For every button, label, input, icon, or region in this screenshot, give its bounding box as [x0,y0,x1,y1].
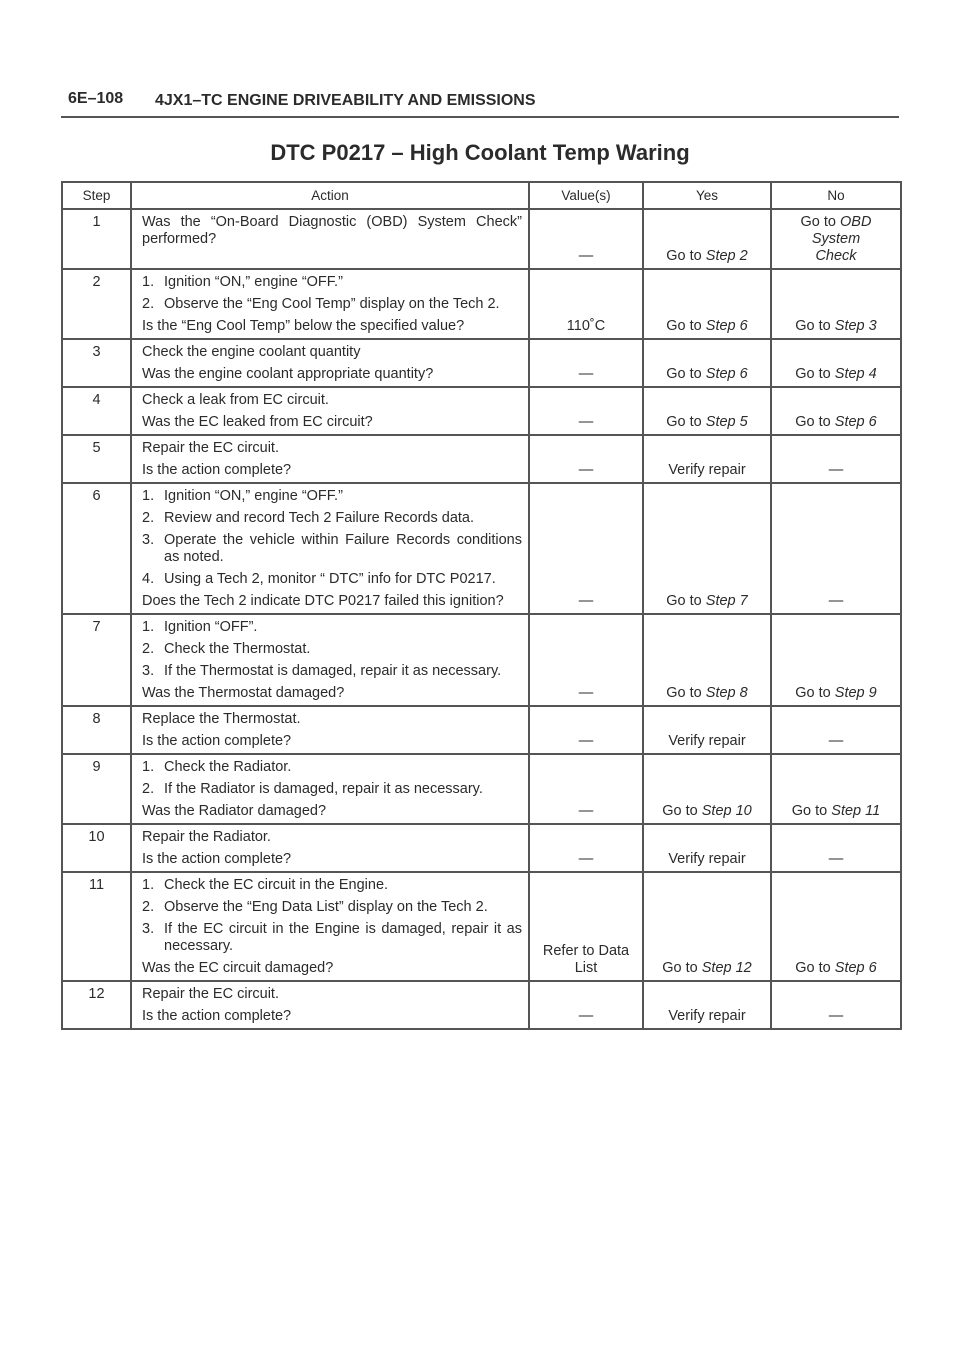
yes-cell [643,269,771,339]
action-cell [131,483,529,614]
action-cell [131,269,529,339]
action-cell [131,435,529,483]
action-list-item [142,510,522,527]
yes-cell [643,706,771,754]
action-question: Was the EC leaked from EC circuit? [142,414,373,430]
table-row [62,339,901,387]
no-cell [771,981,901,1029]
go-to-label: Go to [795,366,831,382]
yes-step-reference: Step 2 [705,248,748,264]
yes-step-reference: Step 10 [701,803,752,819]
step-number: 9 [62,754,131,824]
list-number: 1. [142,877,155,893]
list-number: 1. [142,274,155,290]
step-number: 8 [62,706,131,754]
value-cell: — [529,824,643,872]
column-header-no: No [771,182,901,209]
value-cell: — [529,387,643,435]
yes-cell [643,339,771,387]
action-question: Is the action complete? [142,851,292,867]
list-number: 3. [142,921,155,937]
table-row [62,981,901,1029]
column-header-values: Value(s) [529,182,643,209]
table-row [62,872,901,981]
list-number: 4. [142,571,155,587]
list-number: 2. [142,296,155,312]
go-to-label: Go to [666,318,702,334]
action-question: Was the Thermostat damaged? [142,685,345,701]
no-step-reference: Step 3 [834,318,877,334]
yes-text: Verify repair [668,1008,746,1024]
table-row [62,754,901,824]
table-row [62,209,901,269]
no-step-reference: OBD System Check [811,214,872,264]
yes-step-reference: Step 7 [705,593,748,609]
yes-step-reference: Step 6 [705,318,748,334]
yes-cell [643,981,771,1029]
action-question: Is the action complete? [142,733,292,749]
step-number: 3 [62,339,131,387]
no-cell [771,339,901,387]
yes-cell [643,209,771,269]
yes-cell [643,824,771,872]
list-text: Check the Radiator. [164,759,292,775]
go-to-label: Go to [666,366,702,382]
yes-text: Verify repair [668,733,746,749]
step-number: 10 [62,824,131,872]
action-list-item [142,619,522,636]
action-question: Repair the EC circuit. [142,986,279,1002]
go-to-label: Go to [666,414,702,430]
no-cell [771,706,901,754]
go-to-label: Go to [795,960,831,976]
list-number: 2. [142,510,155,526]
go-to-label: Go to [662,803,698,819]
list-text: Check the EC circuit in the Engine. [164,877,389,893]
go-to-label: Go to [800,214,836,230]
no-cell [771,387,901,435]
list-number: 2. [142,899,155,915]
action-question: Is the “Eng Cool Temp” below the specified value? [142,318,465,334]
no-text: — [828,733,844,749]
list-number: 1. [142,619,155,635]
no-text: — [828,851,844,867]
action-question: Repair the Radiator. [142,829,271,845]
yes-cell [643,614,771,706]
page-number: 6E–108 [68,90,124,107]
step-number: 12 [62,981,131,1029]
action-question: Check the engine coolant quantity [142,344,361,360]
list-text: If the EC circuit in the Engine is damaged, repair it as necessary. [164,921,522,954]
yes-step-reference: Step 8 [705,685,748,701]
action-cell [131,872,529,981]
table-row [62,614,901,706]
no-step-reference: Step 9 [834,685,877,701]
table-row [62,435,901,483]
no-text: — [828,1008,844,1024]
list-text: Using a Tech 2, monitor “ DTC” info for DTC P0217. [164,571,496,587]
step-number: 1 [62,209,131,269]
yes-cell [643,483,771,614]
action-list-item [142,759,522,776]
table-row [62,824,901,872]
yes-step-reference: Step 6 [705,366,748,382]
value-cell: — [529,209,643,269]
action-list-item [142,781,522,798]
action-question: Was the “On-Board Diagnostic (OBD) System Check” performed? [142,214,522,247]
no-text: — [828,462,844,478]
value-cell: — [529,614,643,706]
list-text: Check the Thermostat. [164,641,311,657]
list-number: 1. [142,488,155,504]
list-text: Operate the vehicle within Failure Records conditions as noted. [164,532,522,565]
value-cell: Refer to Data List [529,872,643,981]
list-number: 2. [142,641,155,657]
action-question: Was the engine coolant appropriate quantity? [142,366,434,382]
list-text: Ignition “ON,” engine “OFF.” [164,274,343,290]
action-question: Is the action complete? [142,462,292,478]
no-text: — [828,593,844,609]
column-header-step: Step [62,182,131,209]
go-to-label: Go to [791,803,828,819]
no-cell [771,435,901,483]
no-step-reference: Step 11 [831,803,881,819]
go-to-label: Go to [795,414,831,430]
no-cell [771,754,901,824]
list-text: If the Thermostat is damaged, repair it as necessary. [164,663,502,679]
step-number: 5 [62,435,131,483]
no-cell [771,824,901,872]
go-to-label: Go to [795,318,831,334]
yes-text: Verify repair [668,462,746,478]
value-cell: — [529,483,643,614]
action-cell [131,209,529,269]
table-row [62,387,901,435]
action-cell [131,339,529,387]
yes-cell [643,387,771,435]
list-number: 3. [142,663,155,679]
action-list-item [142,899,522,916]
yes-text: Verify repair [668,851,746,867]
action-question: Replace the Thermostat. [142,711,301,727]
action-list-item [142,663,522,680]
action-question: Check a leak from EC circuit. [142,392,329,408]
value-cell: — [529,981,643,1029]
action-list-item [142,296,522,313]
action-cell [131,387,529,435]
header-rule [61,116,899,118]
action-list-item [142,532,522,566]
table-row [62,706,901,754]
no-step-reference: Step 6 [834,414,877,430]
list-text: Observe the “Eng Cool Temp” display on the Tech 2. [164,296,500,312]
go-to-label: Go to [662,960,698,976]
go-to-label: Go to [666,593,702,609]
list-text: Observe the “Eng Data List” display on the Tech 2. [164,899,488,915]
list-number: 2. [142,781,155,797]
value-cell: — [529,706,643,754]
list-number: 1. [142,759,155,775]
go-to-label: Go to [666,248,702,264]
step-number: 4 [62,387,131,435]
action-question: Repair the EC circuit. [142,440,279,456]
action-list-item [142,877,522,894]
go-to-label: Go to [795,685,831,701]
no-cell [771,614,901,706]
action-list-item [142,641,522,658]
no-cell [771,269,901,339]
table-row [62,269,901,339]
value-cell: 110˚C [529,269,643,339]
diagnostic-table [61,181,902,1030]
action-question: Was the Radiator damaged? [142,803,327,819]
action-cell [131,614,529,706]
step-number: 11 [62,872,131,981]
table-row [62,483,901,614]
action-question: Was the EC circuit damaged? [142,960,334,976]
yes-cell [643,435,771,483]
step-number: 6 [62,483,131,614]
value-cell: — [529,435,643,483]
list-text: Ignition “ON,” engine “OFF.” [164,488,343,504]
step-number: 7 [62,614,131,706]
step-number: 2 [62,269,131,339]
column-header-action: Action [131,182,529,209]
section-title: 4JX1–TC ENGINE DRIVEABILITY AND EMISSIONS [155,92,536,109]
action-list-item [142,921,522,955]
yes-cell [643,872,771,981]
no-cell [771,209,901,269]
list-number: 3. [142,532,155,548]
no-cell [771,483,901,614]
action-list-item [142,571,522,588]
go-to-label: Go to [666,685,702,701]
action-cell [131,754,529,824]
table-header-row [62,182,901,209]
action-question: Does the Tech 2 indicate DTC P0217 failed this ignition? [142,593,504,609]
column-header-yes: Yes [643,182,771,209]
action-cell [131,706,529,754]
action-question: Is the action complete? [142,1008,292,1024]
no-step-reference: Step 4 [834,366,877,382]
no-cell [771,872,901,981]
no-step-reference: Step 6 [834,960,877,976]
list-text: Ignition “OFF”. [164,619,258,635]
list-text: Review and record Tech 2 Failure Records data. [164,510,475,526]
value-cell: — [529,339,643,387]
action-cell [131,824,529,872]
page-title: DTC P0217 – High Coolant Temp Waring [270,140,690,165]
value-cell: — [529,754,643,824]
action-list-item [142,274,522,291]
action-list-item [142,488,522,505]
yes-step-reference: Step 12 [701,960,752,976]
yes-step-reference: Step 5 [705,414,748,430]
list-text: If the Radiator is damaged, repair it as necessary. [164,781,483,797]
yes-cell [643,754,771,824]
action-cell [131,981,529,1029]
